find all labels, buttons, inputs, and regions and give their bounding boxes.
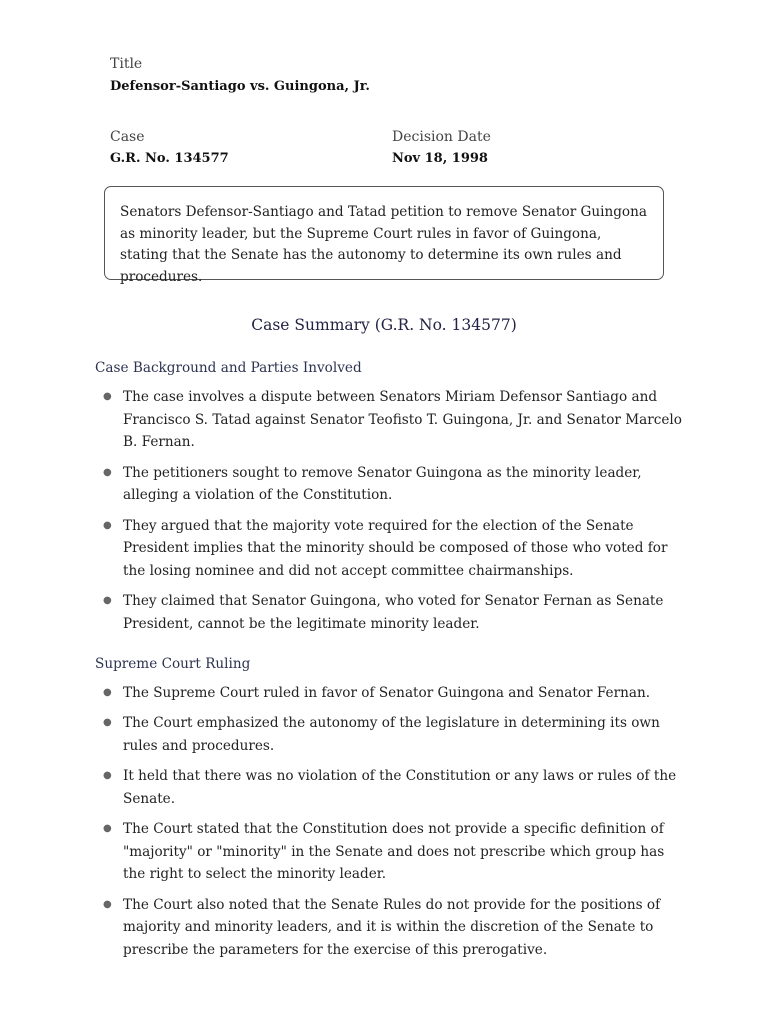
list-item: ● The Supreme Court ruled in favor of Senator Guingona and Senator Fernan.: [95, 682, 685, 705]
decision-date-value: Nov 18, 1998: [392, 151, 488, 166]
case-value: G.R. No. 134577: [110, 151, 229, 166]
bullet-icon: ●: [103, 519, 112, 531]
case-summary-box: [104, 186, 664, 285]
list-item: ● The case involves a dispute between Senators Miriam Defensor Santiago and Francisco S. Tatad against Senator Teofisto T. Guingona, Jr. and Senator Marcelo B. Fernan.: [95, 386, 685, 454]
list-item: ● The Court also noted that the Senate Rules do not provide for the positions of majority and minority leaders, and it is within the discretion of the Senate to prescribe the parameters for the exercise of this prerogative.: [95, 894, 685, 962]
section-heading-ruling: Supreme Court Ruling: [95, 656, 251, 672]
list-item: ● They claimed that Senator Guingona, who voted for Senator Fernan as Senate President, cannot be the legitimate minority leader.: [95, 590, 685, 635]
list-item: ● It held that there was no violation of the Constitution or any laws or rules of the Senate.: [95, 765, 685, 810]
case-summary-text: Senators Defensor-Santiago and Tatad petition to remove Senator Guingona as minority leader, but the Supreme Court rules in favor of Guingona, stating that the Senate has the autonomy to determine its own rules and procedures.: [120, 204, 647, 285]
bullet-icon: ●: [103, 898, 112, 910]
bullet-icon: ●: [103, 466, 112, 478]
title-value: Defensor-Santiago vs. Guingona, Jr.: [110, 79, 370, 94]
bullet-list-ruling: [95, 682, 685, 969]
bullet-list-background: [95, 386, 685, 643]
decision-date-label: Decision Date: [392, 129, 491, 145]
bullet-icon: ●: [103, 823, 112, 835]
list-item: ● They argued that the majority vote required for the election of the Senate President implies that the minority should be composed of those who voted for the losing nominee and did not accept committee chairmanships.: [95, 515, 685, 583]
page-title: Case Summary (G.R. No. 134577): [251, 316, 517, 334]
title-label: Title: [110, 56, 143, 72]
bullet-icon: ●: [103, 595, 112, 607]
bullet-icon: ●: [103, 717, 112, 729]
bullet-icon: ●: [103, 687, 112, 698]
case-label: Case: [110, 129, 145, 145]
bullet-icon: ●: [103, 770, 112, 782]
bullet-icon: ●: [103, 391, 112, 402]
list-item: ● The Court emphasized the autonomy of the legislature in determining its own rules and procedures.: [95, 712, 685, 757]
list-item: ● The Court stated that the Constitution does not provide a specific definition of "majority" or "minority" in the Senate and does not prescribe which group has the right to select the minority leader.: [95, 818, 685, 886]
list-item: ● The petitioners sought to remove Senator Guingona as the minority leader, alleging a violation of the Constitution.: [95, 462, 685, 507]
section-heading-background: Case Background and Parties Involved: [95, 360, 362, 376]
